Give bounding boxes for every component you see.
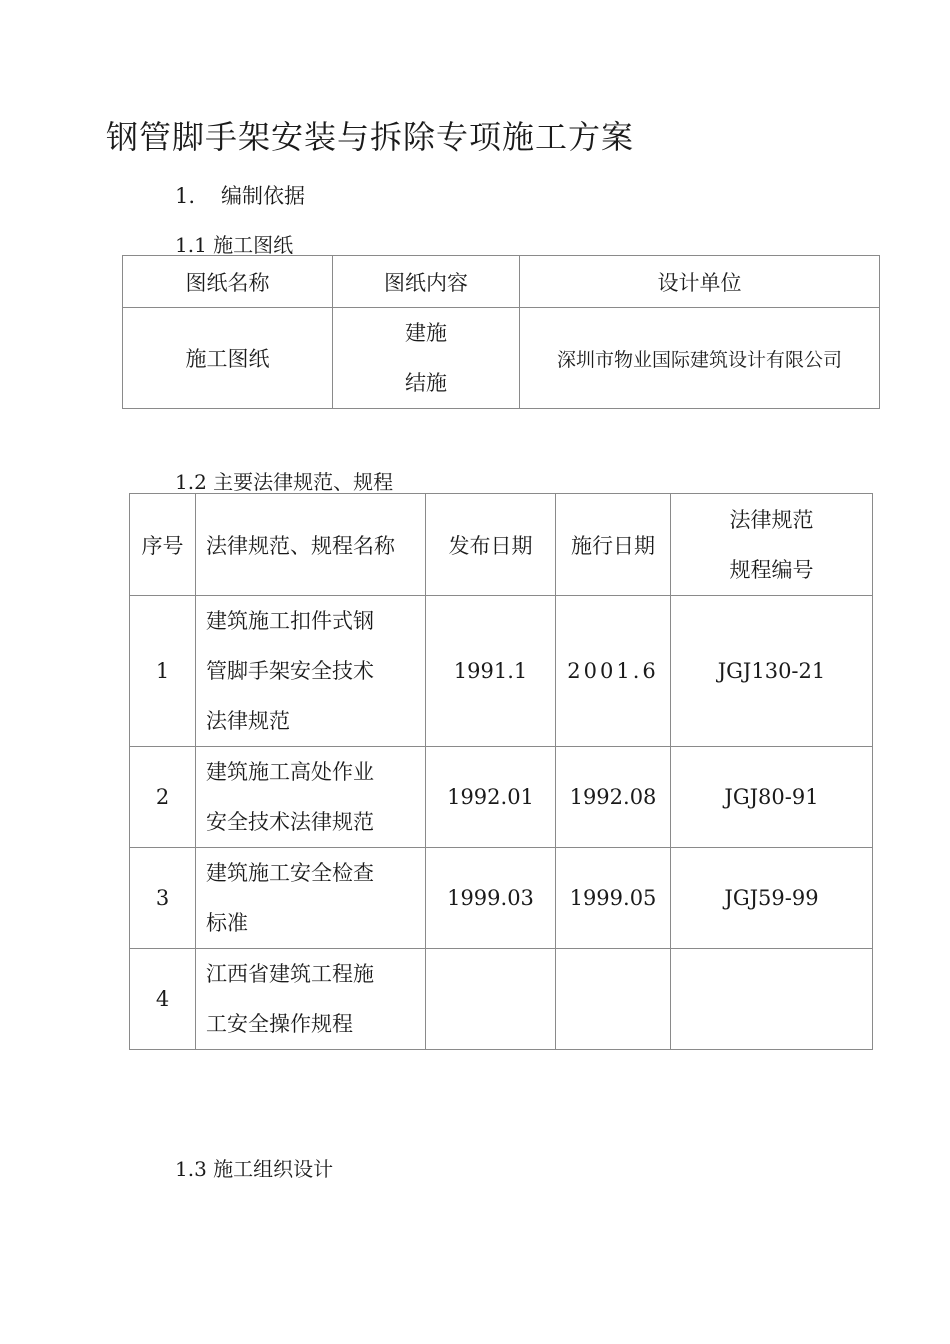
law-name-line: 建筑施工高处作业 xyxy=(206,760,374,784)
section-heading-1-2: 1.2 主要法律规范、规程 xyxy=(175,470,394,494)
drawing-content-line: 结施 xyxy=(405,371,447,395)
table-header-row xyxy=(123,256,880,308)
laws-table xyxy=(129,493,873,1050)
row-no: 1 xyxy=(130,596,196,747)
law-name-line: 标准 xyxy=(206,911,248,935)
row-no: 4 xyxy=(130,949,196,1050)
law-name-line: 建筑施工扣件式钢 xyxy=(206,609,374,633)
publish-date xyxy=(426,949,556,1050)
section-heading-1-1: 1.1 施工图纸 xyxy=(175,233,294,257)
row-no: 2 xyxy=(130,747,196,848)
table-row xyxy=(130,848,873,949)
law-code: JGJ130-21 xyxy=(671,596,873,747)
section-number: 1. xyxy=(175,184,196,208)
effective-date xyxy=(556,949,671,1050)
law-name xyxy=(196,848,426,949)
table-row xyxy=(130,949,873,1050)
document-title: 钢管脚手架安装与拆除专项施工方案 xyxy=(106,118,635,156)
section-heading-1-3: 1.3 施工组织设计 xyxy=(175,1157,334,1181)
designer-name: 深圳市物业国际建筑设计有限公司 xyxy=(520,308,880,409)
publish-date: 1999.03 xyxy=(426,848,556,949)
header-code xyxy=(671,494,873,596)
header-code-line: 法律规范 xyxy=(729,507,814,532)
table-header-row xyxy=(130,494,873,596)
header-effective-date: 施行日期 xyxy=(556,494,671,596)
law-name-line: 管脚手架安全技术 xyxy=(206,659,374,683)
header-drawing-name: 图纸名称 xyxy=(123,256,333,308)
table-row xyxy=(130,596,873,747)
section-heading-1 xyxy=(175,180,305,210)
law-code: JGJ59-99 xyxy=(671,848,873,949)
law-code xyxy=(671,949,873,1050)
header-no: 序号 xyxy=(130,494,196,596)
publish-date: 1992.01 xyxy=(426,747,556,848)
drawing-content xyxy=(333,308,520,409)
law-name-line: 建筑施工安全检查 xyxy=(206,861,374,885)
drawings-table xyxy=(122,255,880,409)
header-code-line: 规程编号 xyxy=(729,557,814,582)
law-code: JGJ80-91 xyxy=(671,747,873,848)
law-name xyxy=(196,949,426,1050)
header-publish-date: 发布日期 xyxy=(426,494,556,596)
drawing-name: 施工图纸 xyxy=(123,308,333,409)
law-name xyxy=(196,747,426,848)
header-designer: 设计单位 xyxy=(520,256,880,308)
effective-date: 2001.6 xyxy=(556,596,671,747)
effective-date: 1999.05 xyxy=(556,848,671,949)
header-law-name: 法律规范、规程名称 xyxy=(196,494,426,596)
row-no: 3 xyxy=(130,848,196,949)
law-name-line: 工安全操作规程 xyxy=(206,1012,353,1036)
effective-date: 1992.08 xyxy=(556,747,671,848)
section-label: 编制依据 xyxy=(221,184,305,208)
header-drawing-content: 图纸内容 xyxy=(333,256,520,308)
table-row xyxy=(130,747,873,848)
publish-date: 1991.1 xyxy=(426,596,556,747)
table-row xyxy=(123,308,880,409)
law-name-line: 安全技术法律规范 xyxy=(206,810,374,834)
law-name-line: 法律规范 xyxy=(206,709,290,733)
drawing-content-line: 建施 xyxy=(405,321,447,345)
law-name-line: 江西省建筑工程施 xyxy=(206,962,374,986)
law-name xyxy=(196,596,426,747)
